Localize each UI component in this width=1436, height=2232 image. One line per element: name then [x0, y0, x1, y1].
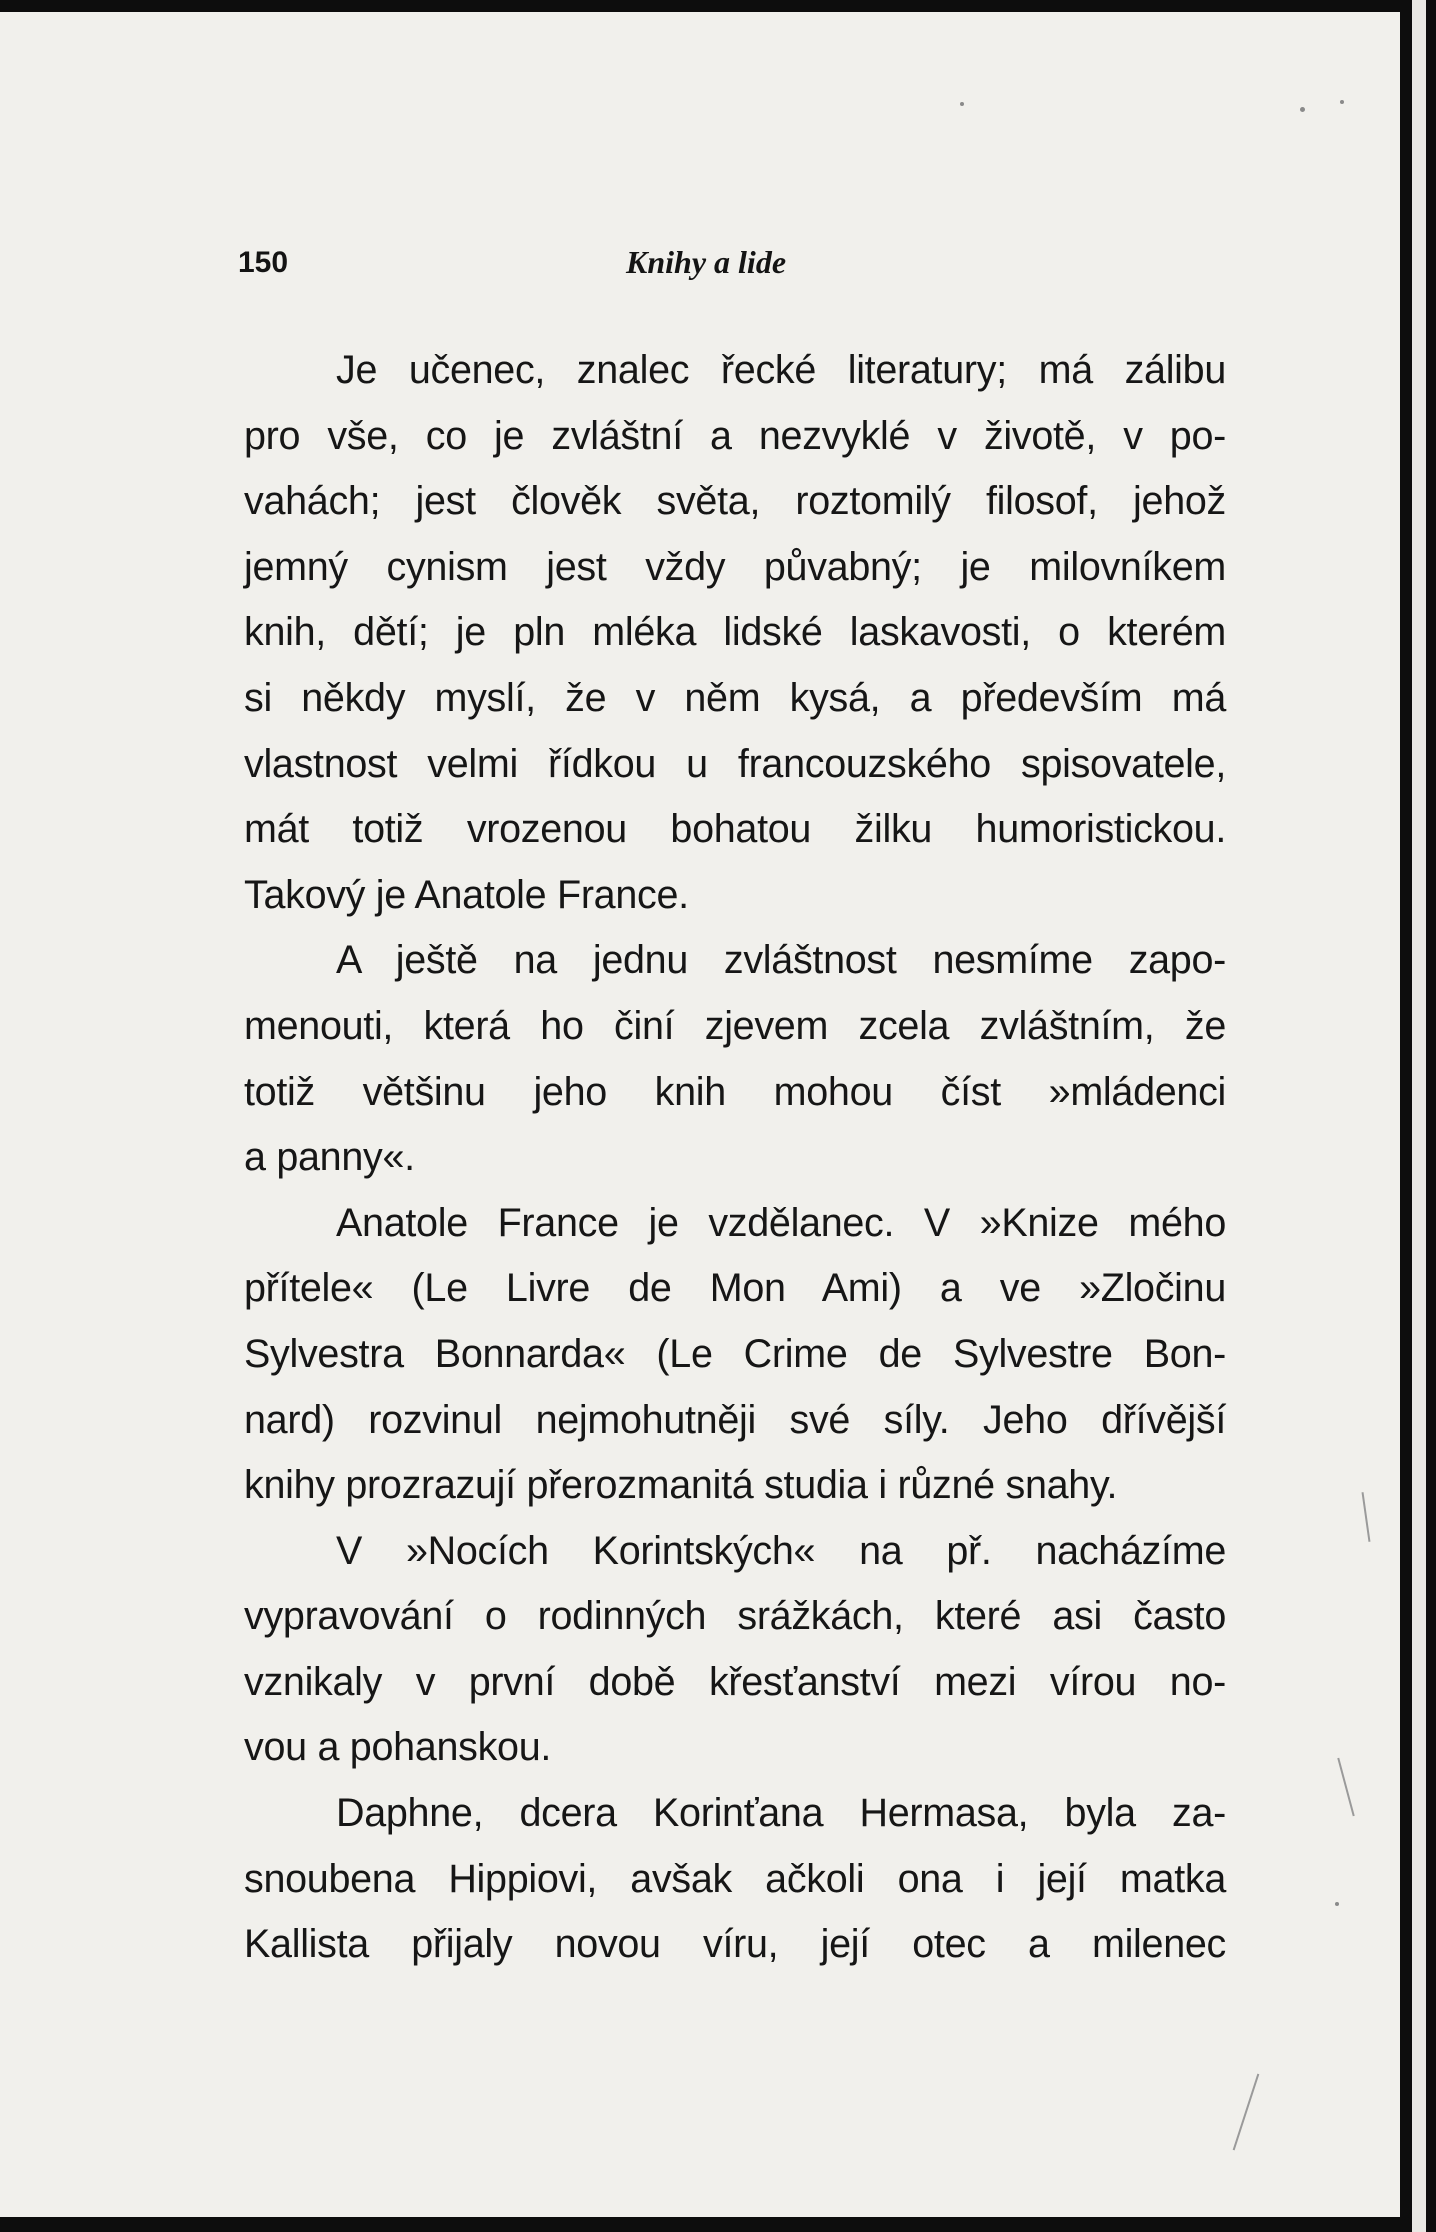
body-text	[244, 338, 1226, 1978]
text-line: a panny«.	[244, 1135, 415, 1180]
text-line: menouti, která ho činí zjevem zcela zvláštním, že	[244, 1003, 1226, 1048]
text-line: vou a pohanskou.	[244, 1725, 552, 1770]
text-line: nard) rozvinul nejmohutněji své síly. Jeho dřívější	[244, 1397, 1226, 1442]
adjacent-page-edge	[1412, 0, 1426, 2232]
text-line: totiž většinu jeho knih mohou číst »mládenci	[244, 1069, 1226, 1114]
text-line: Takový je Anatole France.	[244, 872, 689, 917]
text-line: pro vše, co je zvláštní a nezvyklé v životě, v po-	[244, 413, 1226, 458]
text-line: Anatole France je vzdělanec. V »Knize mého	[336, 1200, 1226, 1245]
paper-speck	[960, 102, 964, 106]
text-line: jemný cynism jest vždy půvabný; je milovníkem	[244, 544, 1226, 589]
text-line: snoubena Hippiovi, avšak ačkoli ona i její matka	[244, 1856, 1226, 1901]
text-line: vlastnost velmi řídkou u francouzského spisovatele,	[244, 741, 1226, 786]
text-line: přítele« (Le Livre de Mon Ami) a ve »Zločinu	[244, 1266, 1226, 1311]
text-line: si někdy myslí, že v něm kysá, a především má	[244, 675, 1226, 720]
text-line: Sylvestra Bonnarda« (Le Crime de Sylvestre Bon-	[244, 1331, 1226, 1376]
paper-scratch	[1362, 1492, 1371, 1542]
text-line: vahách; jest člověk světa, roztomilý filosof, jehož	[244, 479, 1226, 524]
text-line: mát totiž vrozenou bohatou žilku humoristickou.	[244, 807, 1226, 852]
text-line: Je učenec, znalec řecké literatury; má zálibu	[336, 348, 1226, 392]
paper-scratch	[1337, 1758, 1354, 1816]
page-number: 150	[238, 246, 289, 279]
text-line: vypravování o rodinných srážkách, které asi často	[244, 1594, 1226, 1639]
paper-speck	[1300, 107, 1305, 112]
text-line: vznikaly v první době křesťanství mezi vírou no-	[244, 1659, 1226, 1704]
running-title: Knihy a lide	[626, 244, 787, 280]
page-header	[238, 246, 1238, 288]
text-line: A ještě na jednu zvláštnost nesmíme zapo-	[336, 938, 1226, 983]
text-line: Kallista přijaly novou víru, její otec a milenec	[244, 1922, 1226, 1967]
text-line: knihy prozrazují přerozmanitá studia i různé snahy.	[244, 1463, 1118, 1508]
paper-speck	[1340, 100, 1344, 104]
text-line: knih, dětí; je pln mléka lidské laskavosti, o kterém	[244, 610, 1226, 655]
paper-scratch	[1233, 2074, 1260, 2151]
paper-speck	[1335, 1902, 1339, 1906]
text-line: Daphne, dcera Korinťana Hermasa, byla za-	[336, 1791, 1226, 1836]
text-line: V »Nocích Korintských« na př. nacházíme	[336, 1528, 1226, 1573]
